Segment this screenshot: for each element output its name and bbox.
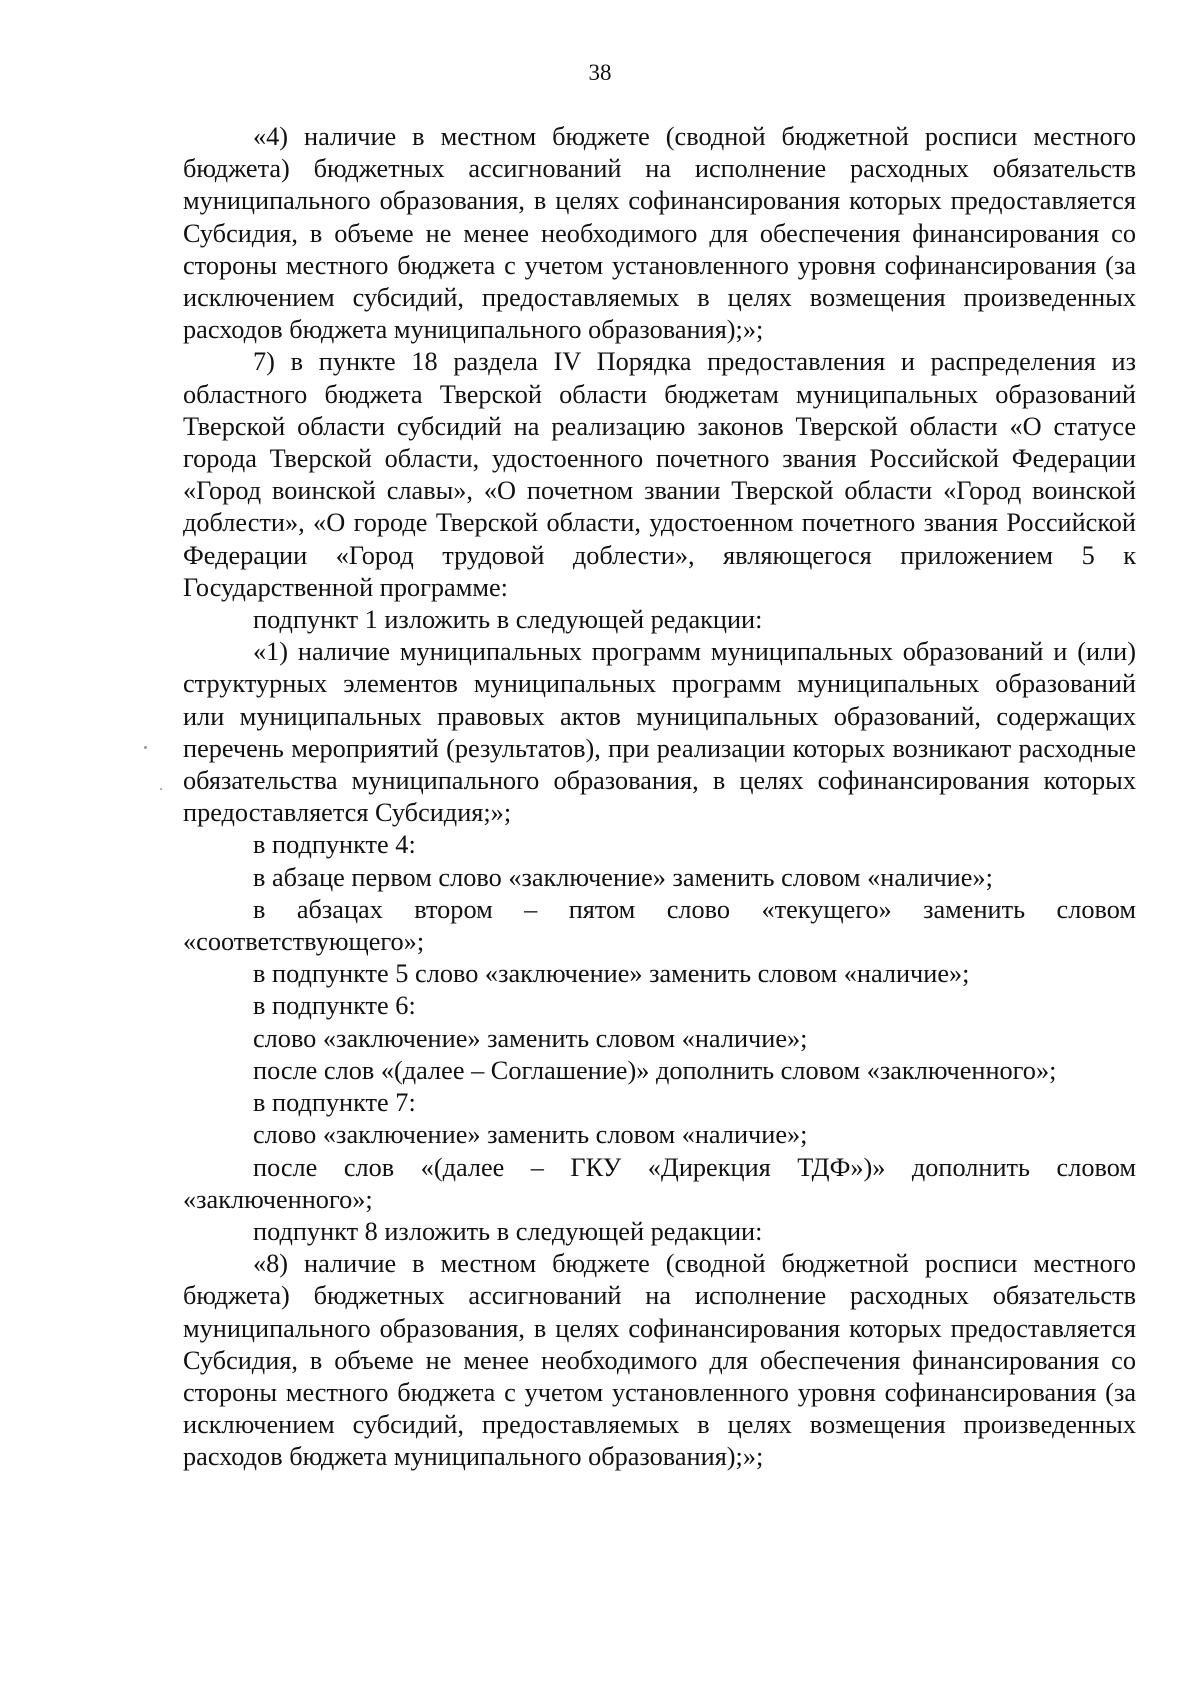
paragraph-subitem-7-word-replace: слово «заключение» заменить словом «наличие»; <box>253 1120 808 1150</box>
paragraph-item-7-intro: 7) в пункте 18 раздела IV Порядка предоставления и распределения из областного бюджета Тверской области бюджетам муниципальных образований Тверской области субсидий на реализацию законов Тверской области «О статусе города Тверской области, удостоенного почетного звания Российской Федерации «Город воинской славы», «О почетном звании Тверской области «Город воинской доблести», «О городе Тверской области, удостоенном почетного звания Российской Федерации «Город трудовой доблести», являющегося приложением 5 к Государственной программе: <box>183 347 1136 602</box>
paragraph-subitem-5: в подпункте 5 слово «заключение» заменить словом «наличие»; <box>253 959 970 989</box>
paragraph-subitem-4-abzats-2-5: в абзацах втором – пятом слово «текущего» заменить словом «соответствующего»; <box>183 894 1136 957</box>
paragraph-subitem-1-instruction: подпункт 1 изложить в следующей редакции: <box>253 605 763 635</box>
paragraph-subitem-7-heading: в подпункте 7: <box>253 1088 416 1118</box>
paragraph-subitem-8-instruction: подпункт 8 изложить в следующей редакции: <box>253 1216 763 1246</box>
page-number: 38 <box>588 60 612 85</box>
paragraph-subitem-4-text: «4) наличие в местном бюджете (сводной бюджетной росписи местного бюджета) бюджетных ассигнований на исполнение расходных обязательств муниципального образования, в целях софинансирования которых предоставляется Субсидия, в объеме не менее необходимого для обеспечения финансирования со стороны местного бюджета с учетом установленного уровня софинансирования (за исключением субсидий, предоставляемых в целях возмещения произведенных расходов бюджета муниципального образования);»; <box>183 122 1136 345</box>
paragraph-subitem-1-text: «1) наличие муниципальных программ муниципальных образований и (или) структурных элементов муниципальных программ муниципальных образований или муниципальных правовых актов муниципальных образований, содержащих перечень мероприятий (результатов), при реализации которых возникают расходные обязательства муниципального образования, в целях софинансирования которых предоставляется Субсидия;»; <box>183 637 1136 828</box>
paragraph-subitem-4-first-abzats: в абзаце первом слово «заключение» заменить словом «наличие»; <box>253 862 993 892</box>
scan-speck <box>144 746 147 749</box>
paragraph-subitem-8-text: «8) наличие в местном бюджете (сводной бюджетной росписи местного бюджета) бюджетных ассигнований на исполнение расходных обязательств муниципального образования, в целях софинансирования которых предоставляется Субсидия, в объеме не менее необходимого для обеспечения финансирования со стороны местного бюджета с учетом установленного уровня софинансирования (за исключением субсидий, предоставляемых в целях возмещения произведенных расходов бюджета муниципального образования);»; <box>183 1249 1136 1472</box>
paragraph-subitem-7-addition: после слов «(далее – ГКУ «Дирекция ТДФ»)» дополнить словом «заключенного»; <box>183 1152 1136 1214</box>
paragraph-subitem-6-heading: в подпункте 6: <box>253 991 416 1021</box>
paragraph-subitem-4-heading: в подпункте 4: <box>253 830 416 860</box>
paragraph-subitem-6-addition: после слов «(далее – Соглашение)» дополнить словом «заключенного»; <box>253 1055 1057 1085</box>
paragraph-subitem-6-word-replace: слово «заключение» заменить словом «наличие»; <box>253 1023 808 1053</box>
scan-speck <box>160 788 162 790</box>
document-body <box>183 121 1136 1474</box>
